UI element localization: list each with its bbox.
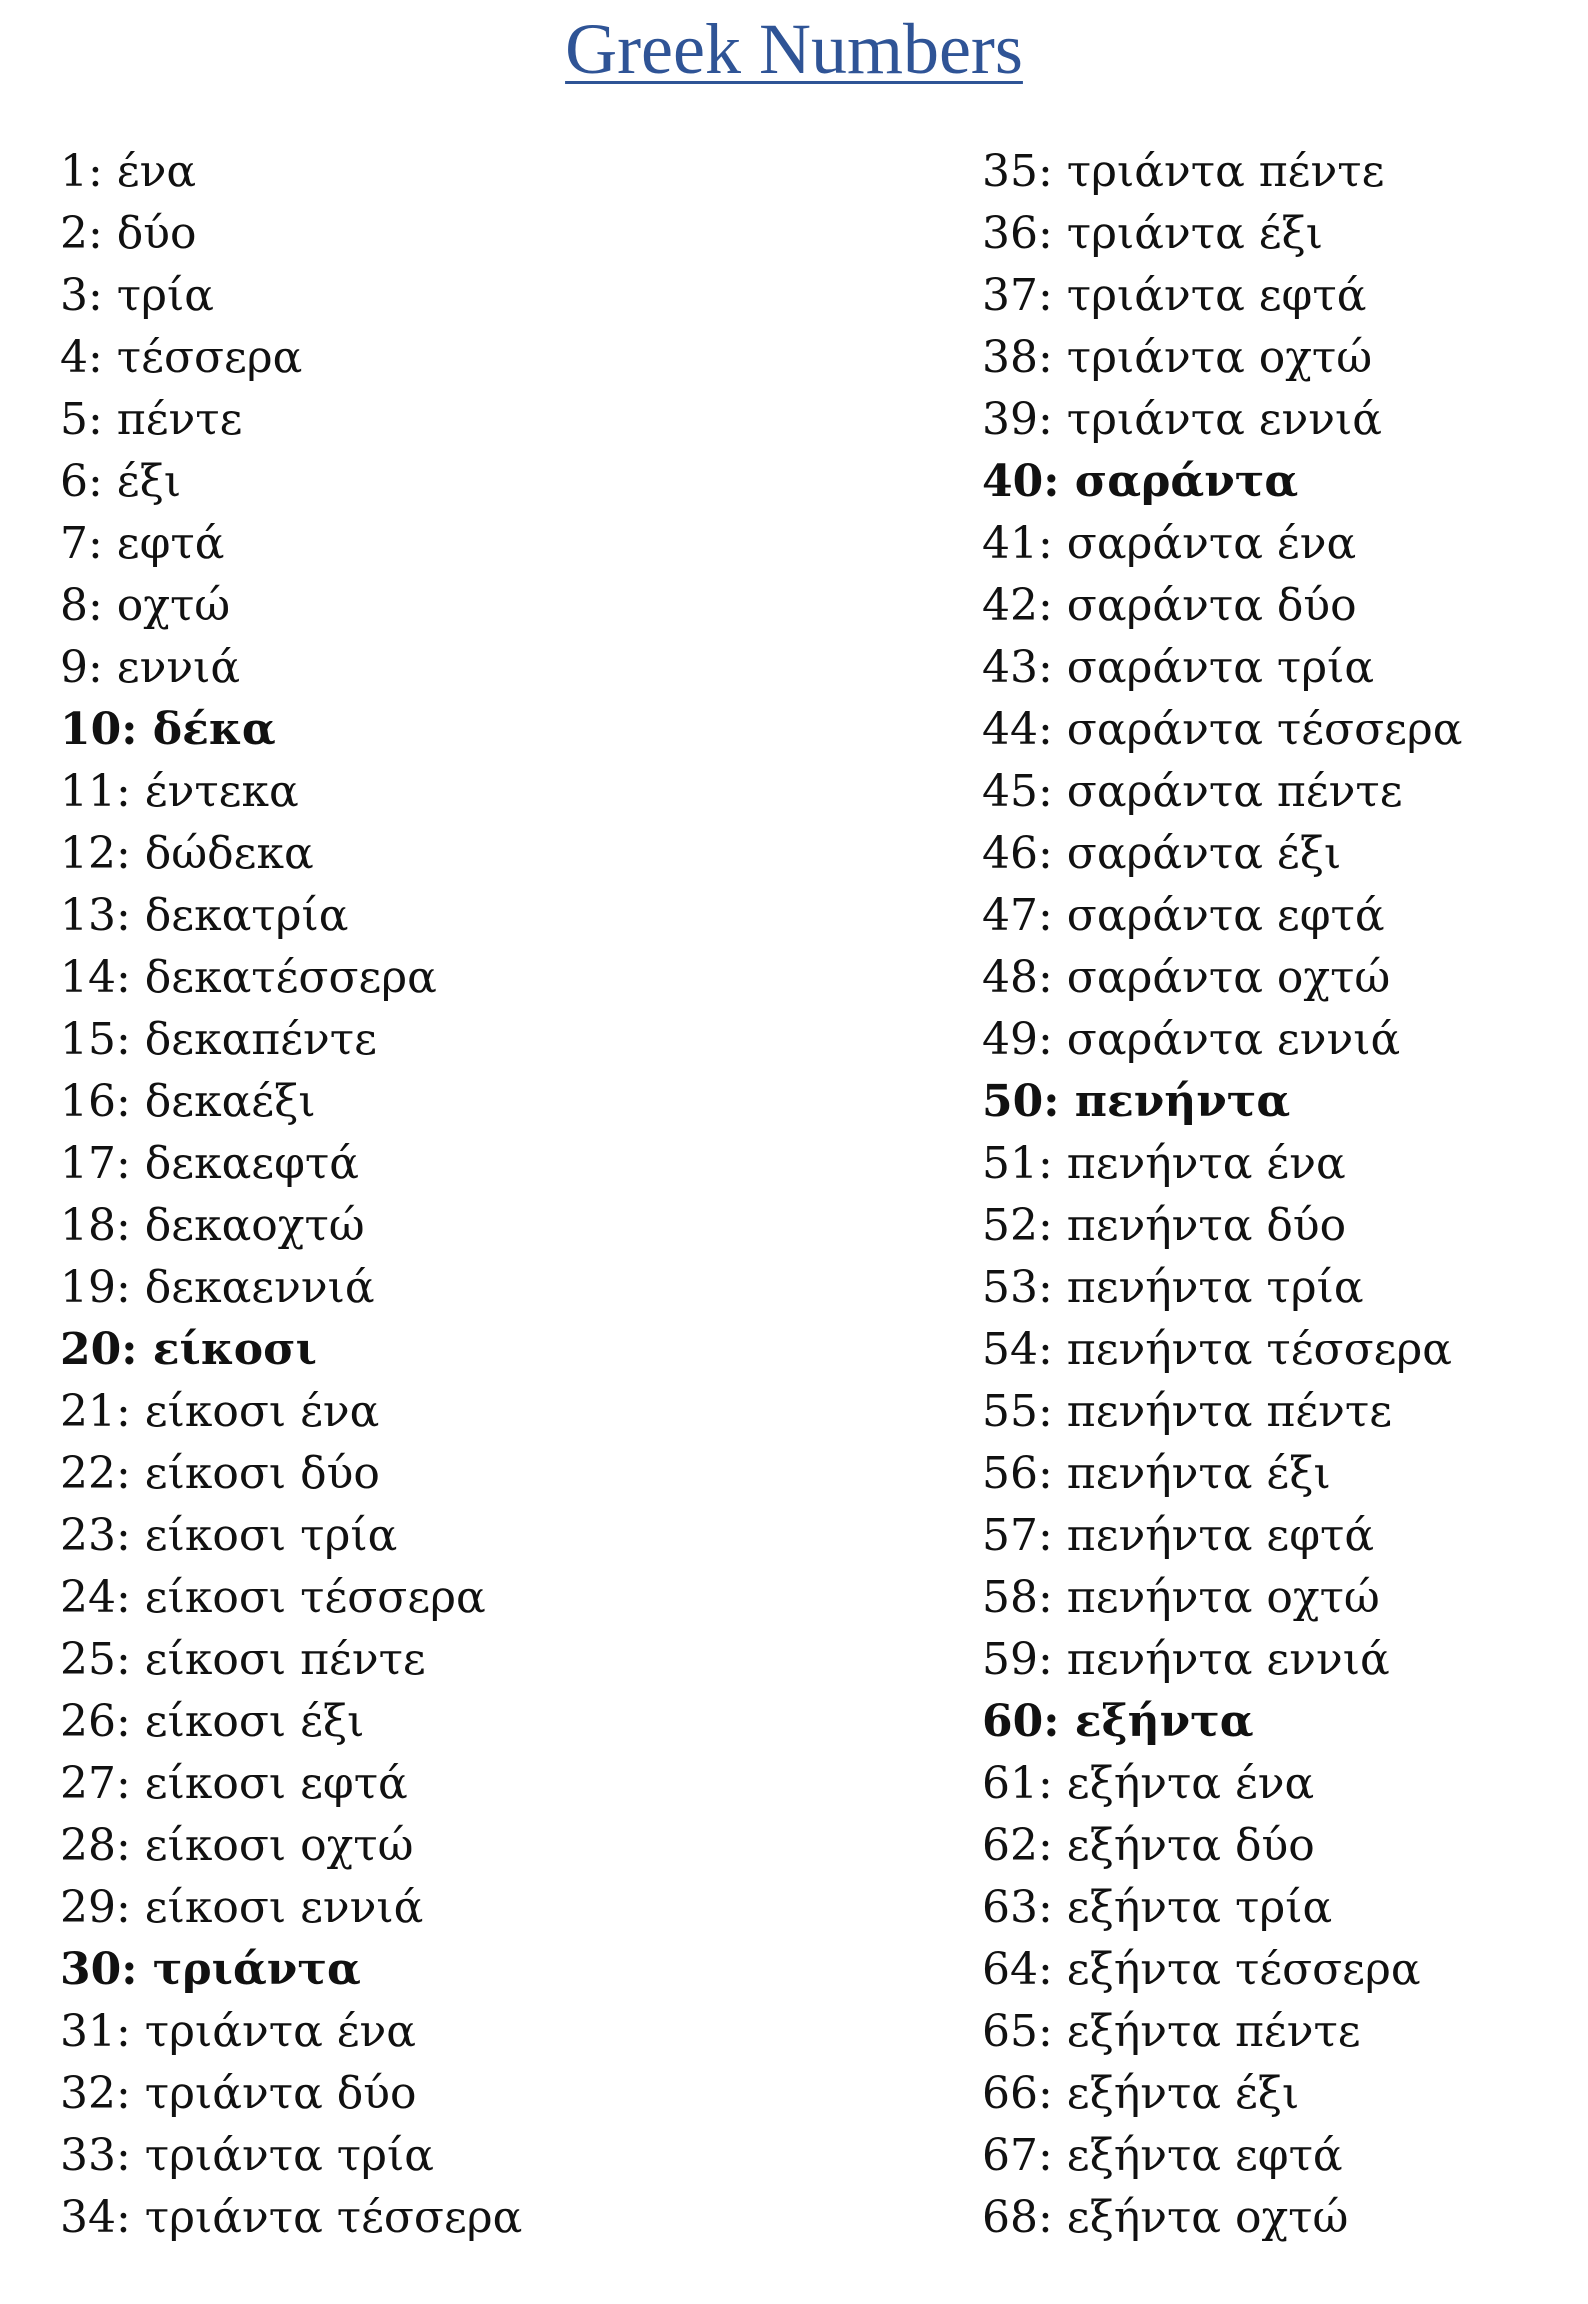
number-entry: 51: πενήντα ένα (982, 1138, 1346, 1189)
number-entry-tens: 20: είκοσι (60, 1324, 317, 1375)
number-entry: 3: τρία (60, 270, 214, 321)
number-entry: 68: εξήντα οχτώ (982, 2192, 1349, 2243)
number-entry: 8: οχτώ (60, 580, 231, 631)
number-entry: 32: τριάντα δύο (60, 2068, 417, 2119)
number-entry: 12: δώδεκα (60, 828, 314, 879)
number-entry-tens: 30: τριάντα (60, 1944, 361, 1995)
number-entry: 58: πενήντα οχτώ (982, 1572, 1380, 1623)
number-entry: 18: δεκαοχτώ (60, 1200, 365, 1251)
number-entry-tens: 10: δέκα (60, 704, 276, 755)
number-entry: 66: εξήντα έξι (982, 2068, 1300, 2119)
number-entry: 29: είκοσι εννιά (60, 1882, 424, 1933)
number-entry: 53: πενήντα τρία (982, 1262, 1364, 1313)
number-entry: 6: έξι (60, 456, 182, 507)
number-entry: 52: πενήντα δύο (982, 1200, 1347, 1251)
number-entry: 21: είκοσι ένα (60, 1386, 380, 1437)
page-title (0, 8, 1588, 91)
number-entry: 5: πέντε (60, 394, 243, 445)
number-entry: 19: δεκαεννιά (60, 1262, 375, 1313)
number-entry: 65: εξήντα πέντε (982, 2006, 1361, 2057)
number-entry: 27: είκοσι εφτά (60, 1758, 408, 1809)
number-entry-tens: 50: πενήντα (982, 1076, 1291, 1127)
number-entry: 64: εξήντα τέσσερα (982, 1944, 1421, 1995)
number-entry: 15: δεκαπέντε (60, 1014, 377, 1065)
number-entry: 59: πενήντα εννιά (982, 1634, 1390, 1685)
number-entry: 46: σαράντα έξι (982, 828, 1342, 879)
number-entry: 67: εξήντα εφτά (982, 2130, 1343, 2181)
number-entry: 22: είκοσι δύο (60, 1448, 380, 1499)
number-entry: 37: τριάντα εφτά (982, 270, 1367, 321)
number-entry: 11: έντεκα (60, 766, 299, 817)
number-entry: 62: εξήντα δύο (982, 1820, 1315, 1871)
number-entry: 2: δύο (60, 208, 197, 259)
number-entry: 63: εξήντα τρία (982, 1882, 1333, 1933)
number-entry: 28: είκοσι οχτώ (60, 1820, 414, 1871)
number-entry: 56: πενήντα έξι (982, 1448, 1331, 1499)
number-entry: 44: σαράντα τέσσερα (982, 704, 1463, 755)
number-entry: 7: εφτά (60, 518, 225, 569)
number-entry: 57: πενήντα εφτά (982, 1510, 1375, 1561)
number-entry: 16: δεκαέξι (60, 1076, 316, 1127)
number-entry: 48: σαράντα οχτώ (982, 952, 1391, 1003)
number-entry: 9: εννιά (60, 642, 241, 693)
number-entry: 25: είκοσι πέντε (60, 1634, 426, 1685)
number-entry: 36: τριάντα έξι (982, 208, 1324, 259)
number-entry: 24: είκοσι τέσσερα (60, 1572, 486, 1623)
number-entry: 31: τριάντα ένα (60, 2006, 417, 2057)
number-entry: 35: τριάντα πέντε (982, 146, 1385, 197)
number-entry: 42: σαράντα δύο (982, 580, 1357, 631)
number-entry: 43: σαράντα τρία (982, 642, 1375, 693)
number-entry: 14: δεκατέσσερα (60, 952, 437, 1003)
number-entry: 61: εξήντα ένα (982, 1758, 1315, 1809)
page-title-text: Greek Numbers (565, 9, 1023, 89)
number-entry: 26: είκοσι έξι (60, 1696, 365, 1747)
number-entry: 33: τριάντα τρία (60, 2130, 434, 2181)
number-entry-tens: 60: εξήντα (982, 1696, 1254, 1747)
number-entry: 1: ένα (60, 146, 197, 197)
number-entry: 47: σαράντα εφτά (982, 890, 1385, 941)
number-entry: 13: δεκατρία (60, 890, 349, 941)
number-entry: 55: πενήντα πέντε (982, 1386, 1393, 1437)
number-list-right-column (982, 141, 1572, 2249)
number-entry: 54: πενήντα τέσσερα (982, 1324, 1452, 1375)
number-entry: 39: τριάντα εννιά (982, 394, 1383, 445)
number-entry: 17: δεκαεφτά (60, 1138, 359, 1189)
number-entry: 49: σαράντα εννιά (982, 1014, 1401, 1065)
number-entry: 41: σαράντα ένα (982, 518, 1357, 569)
number-entry-tens: 40: σαράντα (982, 456, 1299, 507)
number-list-left-column (60, 141, 880, 2249)
number-entry: 34: τριάντα τέσσερα (60, 2192, 523, 2243)
number-entry: 38: τριάντα οχτώ (982, 332, 1373, 383)
number-entry: 23: είκοσι τρία (60, 1510, 398, 1561)
number-entry: 45: σαράντα πέντε (982, 766, 1403, 817)
number-entry: 4: τέσσερα (60, 332, 303, 383)
